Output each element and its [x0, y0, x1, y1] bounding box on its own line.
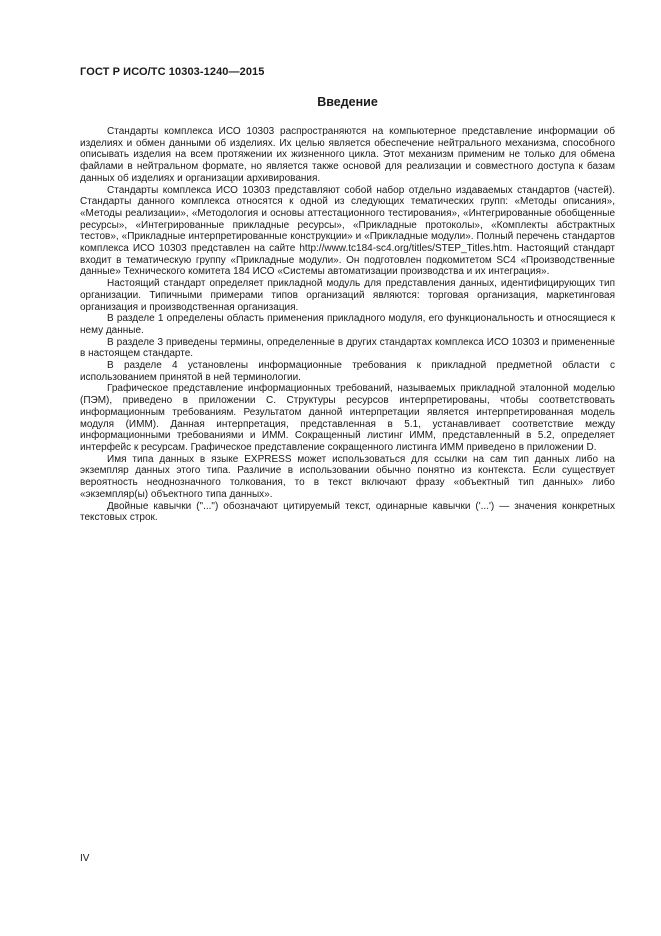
section-title: Введение — [317, 95, 378, 109]
paragraph-1: Стандарты комплекса ИСО 10303 распространяются на компьютерное представление информации об изделиях и обмен данными об изделиях. Их целью является обеспечение нейтрального механизма, способного описывать изделия на всем протяжении их жизненного цикла. Этот механизм применим не только для обмена файлами в нейтральном формате, но является также основой для реализации и совместного доступа к базам данных об изделиях и организации архивирования. — [80, 126, 615, 184]
paragraph-6: В разделе 4 установлены информационные требования к прикладной предметной области с использованием принятой в ней терминологии. — [80, 360, 615, 383]
paragraph-4: В разделе 1 определены область применения прикладного модуля, его функциональность и относящиеся к нему данные. — [80, 313, 615, 336]
paragraph-5: В разделе 3 приведены термины, определенные в других стандартах комплекса ИСО 10303 и примененные в настоящем стандарте. — [80, 336, 615, 360]
paragraph-9: Двойные кавычки ("...") обозначают цитируемый текст, одинарные кавычки ('...') — значения конкретных текстовых строк. — [80, 500, 615, 524]
paragraph-8: Имя типа данных в языке EXPRESS может использоваться для ссылки на сам тип данных либо на экземпляр данных этого типа. Различие в использовании обычно понятно из контекста. Если существует вероятность неоднозначного толкования, то в текст включают фразу «объектный тип данных» либо «экземпляр(ы) объектного типа данных». — [80, 453, 615, 500]
paragraph-2: Стандарты комплекса ИСО 10303 представляют собой набор отдельно издаваемых стандартов (частей). Стандарты данного комплекса относятся к одной из следующих тематических групп: «Методы описания», «Методы реализации», «Методология и основы аттестационного тестирования», «Интегрированные обобщенные ресурсы», «Интегрированные прикладные ресурсы», «Прикладные протоколы», «Комплекты абстрактных тестов», «Прикладные интерпретированные конструкции» и «Прикладные модули». Полный перечень стандартов комплекса ИСО 10303 представлен на сайте http://www.tc184-sc4.org/titles/STEP_Titles.htm. Настоящий стандарт входит в тематическую группу «Прикладные модули». Он подготовлен подкомитетом SC4 «Производственные данные» Технического комитета 184 ИСО «Системы автоматизации производства и их интеграция». — [80, 184, 615, 278]
document-header: ГОСТ Р ИСО/ТС 10303-1240—2015 — [80, 66, 265, 78]
paragraph-3: Настоящий стандарт определяет прикладной модуль для представления данных, идентифицирующих тип организации. Типичными примерами типов организаций являются: торговая организация, маркетинговая организация и производственная организация. — [80, 278, 615, 313]
paragraph-7: Графическое представление информационных требований, называемых прикладной эталонной моделью (ПЭМ), приведено в приложении С. Структуры ресурсов интерпретированы, чтобы соответствовать информационным требованиям. Результатом данной интерпретации является интерпретированная модель модуля (ИММ). Данная интерпретация, представленная в 5.1, устанавливает соответствие между информационными требованиями и ИММ. Сокращенный листинг ИММ, представленный в 5.2, определяет интерфейс к ресурсам. Графическое представление сокращенного листинга ИММ приведено в приложении D. — [80, 383, 615, 453]
page-number: IV — [80, 853, 90, 864]
body-text — [80, 126, 615, 524]
